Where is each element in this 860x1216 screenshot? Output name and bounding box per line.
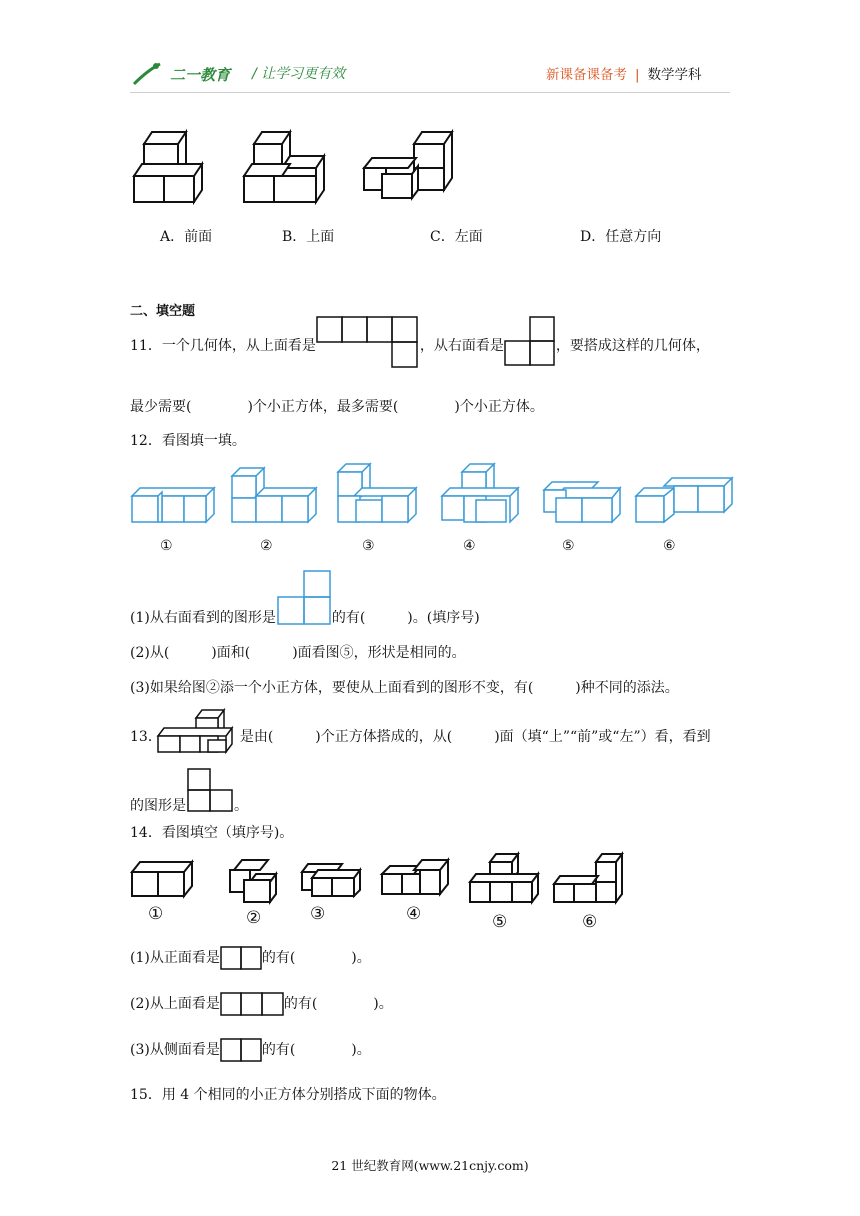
- header-slogan: / 让学习更有效: [252, 66, 346, 82]
- section-title: 二、填空题: [130, 304, 196, 319]
- logo-text: 二一教育: [170, 66, 231, 84]
- option-c-letter: C．: [430, 229, 455, 245]
- q12-label-5: ⑤: [562, 538, 575, 554]
- q13-text-3: 。: [234, 798, 248, 814]
- q12-label-4: ④: [463, 538, 476, 554]
- q13-line1: [130, 726, 711, 746]
- q13-view-shape: [186, 768, 234, 812]
- q15-number: 15．: [130, 1087, 162, 1103]
- q13-line2: [130, 768, 248, 812]
- q14-part2-text-a: (2)从上面看是: [130, 996, 220, 1012]
- q12-part1-text-a: (1)从右面看到的图形是: [130, 610, 276, 626]
- q14-part2-text-b: 的有( )。: [283, 996, 393, 1012]
- q12-label-3: ③: [362, 538, 375, 554]
- logo-runner-icon: [153, 63, 159, 69]
- q15-text: 用 4 个相同的小正方体分别搭成下面的物体。: [161, 1087, 446, 1103]
- q14-side-view-shape: [220, 1038, 262, 1062]
- option-a-letter: A．: [160, 229, 185, 245]
- q12-figure-6: [636, 478, 732, 522]
- q14-part1: [130, 946, 371, 972]
- q12-figures: [128, 460, 732, 528]
- q13-text-1: 是由( )个正方体搭成的，从( )面（填“上”“前”或“左”）看，看到: [239, 729, 711, 745]
- q14-part1-text-a: (1)从正面看是: [130, 950, 220, 966]
- q11-line1: [130, 324, 710, 376]
- q11-number: 11．: [130, 338, 162, 354]
- header-course-label: 新课备课备考: [546, 67, 627, 83]
- q11-line2: 最少需要( )个小正方体，最多需要( )个小正方体。: [130, 399, 544, 415]
- q12-figure-2: [232, 468, 316, 522]
- q15-line: [130, 1084, 446, 1104]
- header-right: [546, 63, 702, 83]
- q10-figure-c: [362, 126, 462, 206]
- option-a-text: 前面: [184, 229, 213, 245]
- option-d-letter: D．: [580, 229, 606, 245]
- q14-label-5: ⑤: [492, 912, 508, 932]
- q14-figure-6: [554, 854, 622, 902]
- q12-label-1: ①: [160, 538, 173, 554]
- q14-label-2: ②: [246, 908, 262, 928]
- q14-title-text: 看图填空（填序号)。: [161, 825, 294, 841]
- page-footer: 21 世纪教育网(www.21cnjy.com): [331, 1158, 529, 1173]
- q14-label-4: ④: [406, 904, 422, 924]
- logo: [130, 58, 240, 90]
- q14-label-6: ⑥: [582, 912, 598, 932]
- q12-number: 12．: [130, 433, 162, 449]
- q14-figure-4: [382, 860, 448, 894]
- q11-text-2: ，从右面看是: [419, 338, 504, 354]
- q14-label-3: ③: [310, 904, 326, 924]
- q12-part2: (2)从( )面和( )面看图⑤，形状是相同的。: [130, 645, 466, 661]
- header-separator: |: [635, 67, 640, 83]
- q14-label-1: ①: [148, 904, 164, 924]
- header-divider: [130, 92, 730, 93]
- q12-title-text: 看图填一填。: [161, 433, 246, 449]
- q10-figure-a: [130, 126, 210, 206]
- q12-label-2: ②: [260, 538, 273, 554]
- q14-figure-1: [132, 862, 192, 896]
- q14-part3-text-a: (3)从侧面看是: [130, 1042, 220, 1058]
- q14-part3: [130, 1038, 371, 1064]
- q11-text-1: 一个几何体，从上面看是: [161, 338, 316, 354]
- q14-figure-5: [470, 854, 538, 902]
- q12-part3: (3)如果给图②添一个小正方体，要使从上面看到的图形不变，有( )种不同的添法。: [130, 680, 679, 696]
- option-d[interactable]: [580, 226, 661, 246]
- q14-title: [130, 822, 293, 842]
- q10-figure-b: [240, 126, 330, 206]
- q12-figure-3: [338, 464, 416, 522]
- q13-number: 13．: [130, 729, 162, 745]
- q12-figure-5: [544, 482, 620, 522]
- q14-figure-2: [230, 860, 276, 902]
- q14-top-view-shape: [220, 992, 284, 1016]
- q11-top-view-grid: [316, 316, 420, 368]
- q14-part3-text-b: 的有( )。: [261, 1042, 371, 1058]
- option-b-letter: B．: [282, 229, 307, 245]
- option-b[interactable]: [282, 226, 334, 246]
- q11-text-3: ，要搭成这样的几何体，: [555, 338, 710, 354]
- option-b-text: 上面: [306, 229, 335, 245]
- q14-part2: [130, 992, 393, 1018]
- q14-front-view-shape: [220, 946, 262, 970]
- q12-figure-4: [442, 464, 518, 522]
- q11-right-view-grid: [504, 316, 556, 368]
- q12-label-6: ⑥: [663, 538, 676, 554]
- header-subject-label: 数学学科: [647, 67, 702, 83]
- q12-figure-1: [132, 488, 214, 522]
- q14-figures: [128, 852, 628, 906]
- q13-text-2: 的图形是: [130, 798, 186, 814]
- q12-part1-text-b: 的有( )。(填序号): [331, 610, 480, 626]
- option-a[interactable]: [160, 226, 212, 246]
- q12-part1: [130, 570, 480, 626]
- q12-title: [130, 430, 246, 450]
- q14-figure-3: [302, 864, 360, 896]
- q14-part1-text-b: 的有( )。: [261, 950, 371, 966]
- option-c-text: 左面: [454, 229, 483, 245]
- q14-number: 14．: [130, 825, 162, 841]
- q12-right-view-shape: [276, 570, 332, 626]
- option-d-text: 任意方向: [605, 229, 662, 245]
- option-c[interactable]: [430, 226, 483, 246]
